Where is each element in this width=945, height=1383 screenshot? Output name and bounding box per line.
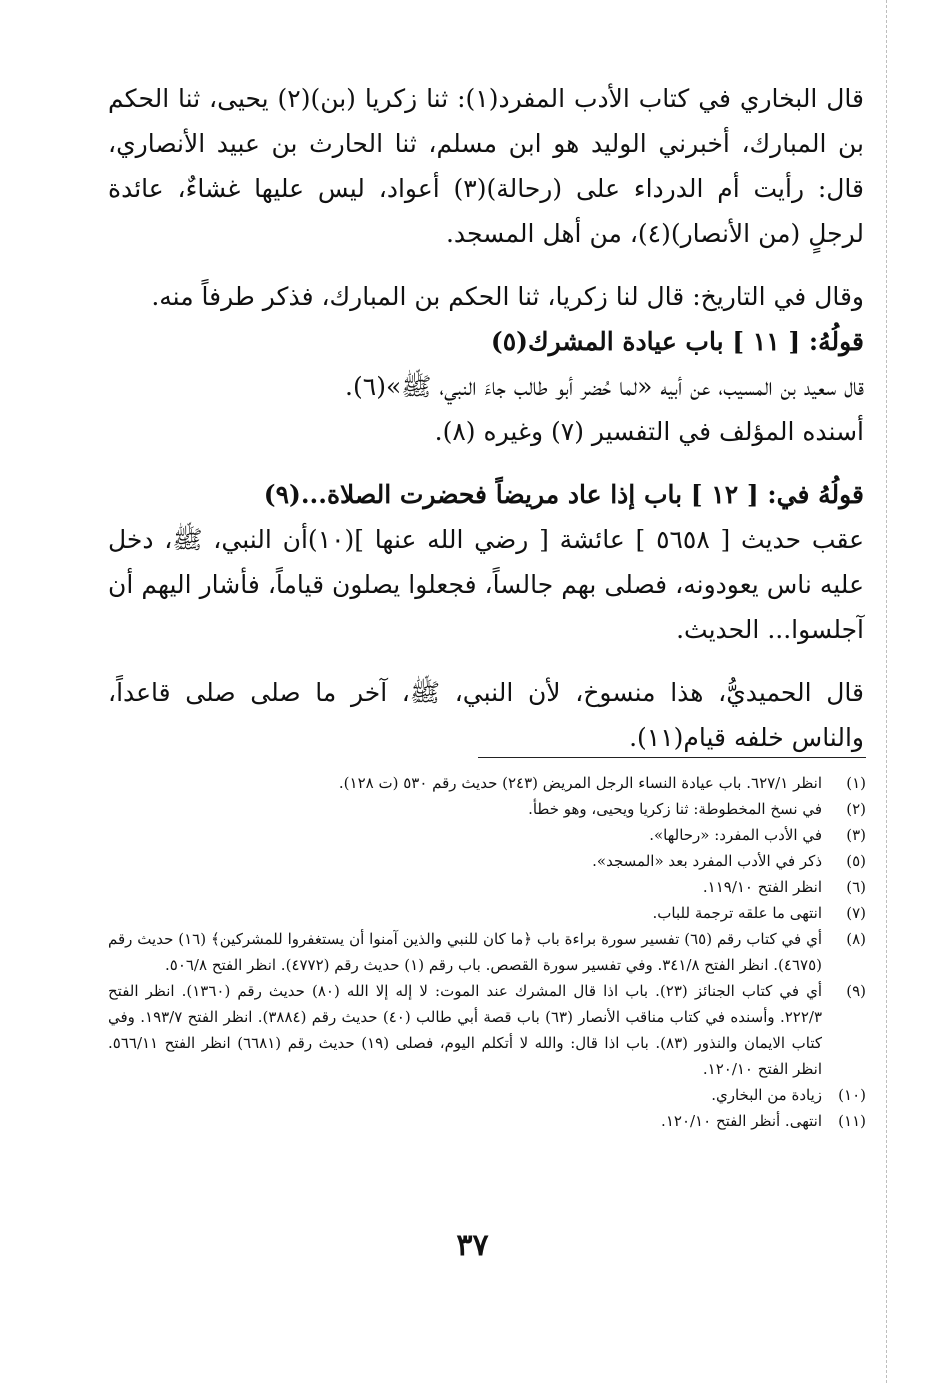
footnote-number: (٦) [846, 878, 866, 896]
paragraph-bukhari-adab: قال البخاري في كتاب الأدب المفرد(١): ثنا زكريا (بن)(٢) يحيى، ثنا الحكم بن المبارك، أخبرني الوليد هو ابن مسلم، ثنا الحارث بن عبيد الأنصاري، قال: رأيت أم الدرداء على (رحالة)(٣) أعواد، ليس عليها غشاءٌ، عائدة لرجلٍ (من الأنصار)(٤)، من أهل المسجد. [108, 84, 865, 248]
footnote-item [108, 796, 866, 822]
page-number: ٣٧ [456, 1228, 489, 1263]
footnote-number: (١) [846, 774, 866, 792]
footnote-number: (٩) [846, 982, 866, 1000]
paragraph-aisha-hadith: عقب حديث [ ٥٦٥٨ ] عائشة [ رضي الله عنها ](١٠)أن النبي، ﷺ، دخل عليه ناس يعودونه، فصلى بهم جالساً، فجعلوا يصلون قياماً، فأشار اليهم أن آجلسوا... الحديث. [108, 525, 865, 644]
footnote-item [108, 926, 866, 978]
footnote-item [108, 1082, 866, 1108]
chapter-heading-12: قولُهُ في: [ ١٢ ] باب إذا عاد مريضاً فحضرت الصلاة...(٩) [263, 480, 864, 509]
footnote-text: انتهى ما علقه ترجمة للباب. [652, 904, 822, 922]
footnote-item [108, 1108, 866, 1134]
chapter-heading-11: قولُهُ: [ ١١ ] باب عيادة المشرك(٥) [490, 327, 864, 356]
page-edge-line [886, 0, 887, 1383]
footnote-text: زيادة من البخاري. [711, 1086, 822, 1104]
paragraph-saeed-ibn-musayyib: قال سعيد بن المسيب، عن أبيه «لما حُضر أبو طالب جاءَ النبي، ﷺ»(٦). [345, 372, 864, 401]
footnote-item [108, 848, 866, 874]
footnote-number: (٢) [846, 800, 866, 818]
footnote-text: أي في كتاب الجنائز (٢٣). باب اذا قال المشرك عند الموت: لا إله إلا الله (٨٠) حديث رقم (١٣٦٠). انظر الفتح ٢٢٢/٣. وأسنده في كتاب مناقب الأنصار (٦٣) باب قصة أبي طالب (٤٠) حديث رقم (٣٨٨٤). انظر الفتح ١٩٣/٧. وفي كتاب الايمان والنذور (٨٣). باب اذا قال: والله لا أتكلم اليوم، فصلى (١٩) حديث رقم (٦٦٨١) انظر الفتح ٥٦٦/١١. انظر الفتح ١٢٠/١٠. [108, 982, 822, 1078]
footnote-text: انظر ٦٢٧/١. باب عيادة النساء الرجل المريض (٢٤٣) حديث رقم ٥٣٠ (ت ١٢٨). [338, 774, 822, 792]
footnote-number: (١١) [838, 1112, 866, 1130]
footnote-item [108, 978, 866, 1082]
footnote-text: ذكر في الأدب المفرد بعد «المسجد». [592, 852, 822, 870]
footnote-item [108, 900, 866, 926]
footnote-item [108, 822, 866, 848]
paragraph-tarikh: وقال في التاريخ: قال لنا زكريا، ثنا الحكم بن المبارك، فذكر طرفاً منه. [151, 282, 864, 311]
footnote-text: انتهى. أنظر الفتح ١٢٠/١٠. [661, 1112, 822, 1130]
footnote-item [108, 874, 866, 900]
footnote-text: انظر الفتح ١١٩/١٠. [702, 878, 822, 896]
footnote-number: (١٠) [838, 1086, 866, 1104]
footnote-separator [478, 757, 866, 758]
paragraph-asnadahu: أسنده المؤلف في التفسير (٧) وغيره (٨). [434, 417, 864, 446]
footnote-text: في الأدب المفرد: «رحالها». [649, 826, 822, 844]
footnote-item [108, 770, 866, 796]
footnote-text: في نسخ المخطوطة: ثنا زكريا ويحيى، وهو خطأ. [528, 800, 822, 818]
footnote-number: (٨) [846, 930, 866, 948]
footnote-number: (٥) [846, 852, 866, 870]
footnote-number: (٧) [846, 904, 866, 922]
paragraph-humaydi: قال الحميديُّ، هذا منسوخ، لأن النبي، ﷺ، آخر ما صلى صلى قاعداً، والناس خلفه قيام(١١). [108, 678, 864, 752]
footnote-text: أي في كتاب رقم (٦٥) تفسير سورة براءة باب ﴿ما كان للنبي والذين آمنوا أن يستغفروا للمشركين﴾ (١٦) حديث رقم (٤٦٧٥). انظر الفتح ٣٤١/٨. وفي تفسير سورة القصص. باب رقم (١) حديث رقم (٤٧٧٢). انظر الفتح ٥٠٦/٨. [108, 930, 823, 974]
footnote-number: (٣) [846, 826, 866, 844]
main-text-block-1 [108, 76, 864, 760]
footnotes-list [108, 770, 866, 1134]
